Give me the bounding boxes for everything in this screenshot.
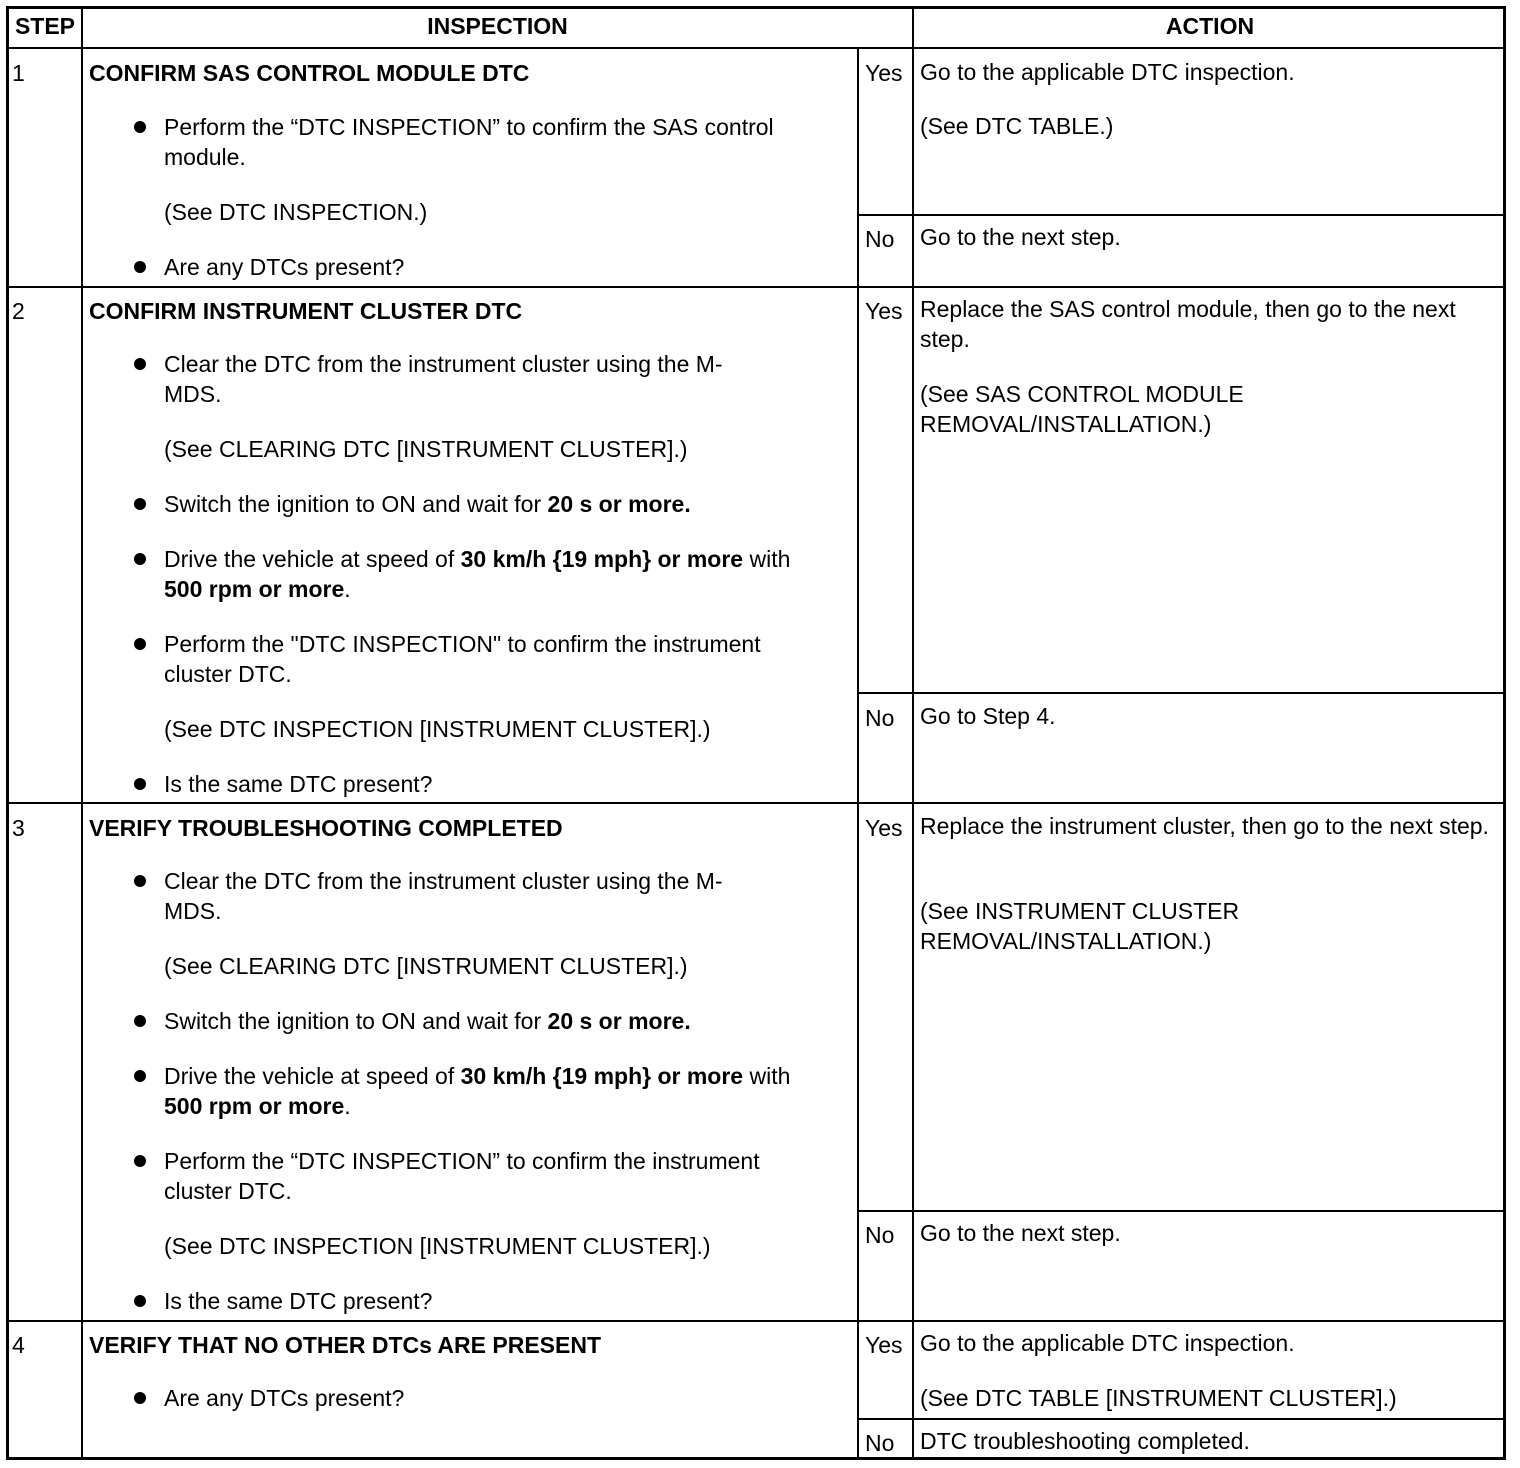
inspection-item: Drive the vehicle at speed of 30 km/h {19 mph} or more with 500 rpm or more. [164,1063,791,1119]
bullet-icon [134,1155,146,1167]
yes-label: Yes [865,815,903,841]
bullet-icon [134,1015,146,1027]
yes-no-divider [857,1418,1506,1420]
inspection-item: Perform the “DTC INSPECTION” to confirm the instrument cluster DTC. [164,1148,760,1204]
yes-no-divider [857,214,1506,216]
inspection-reference: (See CLEARING DTC [INSTRUMENT CLUSTER].) [164,436,688,462]
inspection-item: Is the same DTC present? [164,771,433,797]
no-label: No [865,1430,895,1456]
step-divider [6,802,1506,804]
no-label: No [865,705,895,731]
inspection-reference: (See DTC INSPECTION.) [164,199,428,225]
bullet-icon [134,875,146,887]
yes-no-divider [857,692,1506,694]
yes-action: Go to the applicable DTC inspection. [920,59,1295,85]
bullet-icon [134,1392,146,1404]
no-action: Go to the next step. [920,224,1121,250]
yes-label: Yes [865,298,903,324]
yes-action-reference: (See DTC TABLE [INSTRUMENT CLUSTER].) [920,1385,1397,1411]
yes-action: Replace the instrument cluster, then go to the next step. [920,813,1489,839]
yes-label: Yes [865,1332,903,1358]
step-number: 4 [12,1332,25,1358]
header-action: ACTION [1165,13,1255,39]
header-divider [6,47,1506,49]
inspection-item: Perform the "DTC INSPECTION" to confirm the instrument cluster DTC. [164,631,761,687]
step-title: VERIFY THAT NO OTHER DTCs ARE PRESENT [89,1332,602,1358]
no-action: Go to Step 4. [920,703,1056,729]
header-step: STEP [14,13,76,39]
bullet-icon [134,498,146,510]
col-divider-step [81,6,83,1460]
yes-action-reference: (See INSTRUMENT CLUSTER REMOVAL/INSTALLATION.) [920,898,1240,954]
bullet-icon [134,1070,146,1082]
inspection-item: Are any DTCs present? [164,254,405,280]
inspection-item: Are any DTCs present? [164,1385,405,1411]
step-number: 1 [12,60,25,86]
bullet-icon [134,358,146,370]
bullet-icon [134,778,146,790]
col-divider-action [912,6,914,1460]
bullet-icon [134,553,146,565]
yes-action-reference: (See SAS CONTROL MODULE REMOVAL/INSTALLATION.) [920,381,1244,437]
inspection-reference: (See DTC INSPECTION [INSTRUMENT CLUSTER].) [164,716,711,742]
step-divider [6,1320,1506,1322]
step-title: VERIFY TROUBLESHOOTING COMPLETED [89,815,563,841]
yes-action-reference: (See DTC TABLE.) [920,113,1114,139]
inspection-reference: (See DTC INSPECTION [INSTRUMENT CLUSTER].) [164,1233,711,1259]
header-inspection: INSPECTION [427,13,568,39]
inspection-item: Drive the vehicle at speed of 30 km/h {19 mph} or more with 500 rpm or more. [164,546,791,602]
step-number: 3 [12,815,25,841]
inspection-item: Switch the ignition to ON and wait for 20 s or more. [164,1008,691,1034]
no-action: Go to the next step. [920,1220,1121,1246]
inspection-item: Clear the DTC from the instrument cluster using the M-MDS. [164,868,723,924]
inspection-item: Perform the “DTC INSPECTION” to confirm the SAS control module. [164,114,774,170]
inspection-item: Is the same DTC present? [164,1288,433,1314]
inspection-item: Switch the ignition to ON and wait for 20 s or more. [164,491,691,517]
bullet-icon [134,261,146,273]
step-title: CONFIRM INSTRUMENT CLUSTER DTC [89,298,523,324]
yes-no-divider [857,1210,1506,1212]
inspection-reference: (See CLEARING DTC [INSTRUMENT CLUSTER].) [164,953,688,979]
yes-action: Replace the SAS control module, then go to the next step. [920,296,1456,352]
bullet-icon [134,1295,146,1307]
step-divider [6,286,1506,288]
yes-action: Go to the applicable DTC inspection. [920,1330,1295,1356]
step-number: 2 [12,298,25,324]
inspection-item: Clear the DTC from the instrument cluster using the M-MDS. [164,351,723,407]
yes-label: Yes [865,60,903,86]
no-label: No [865,226,895,252]
step-title: CONFIRM SAS CONTROL MODULE DTC [89,60,530,86]
no-action: DTC troubleshooting completed. [920,1428,1250,1454]
col-divider-yesno [857,48,859,1460]
bullet-icon [134,121,146,133]
no-label: No [865,1222,895,1248]
bullet-icon [134,638,146,650]
